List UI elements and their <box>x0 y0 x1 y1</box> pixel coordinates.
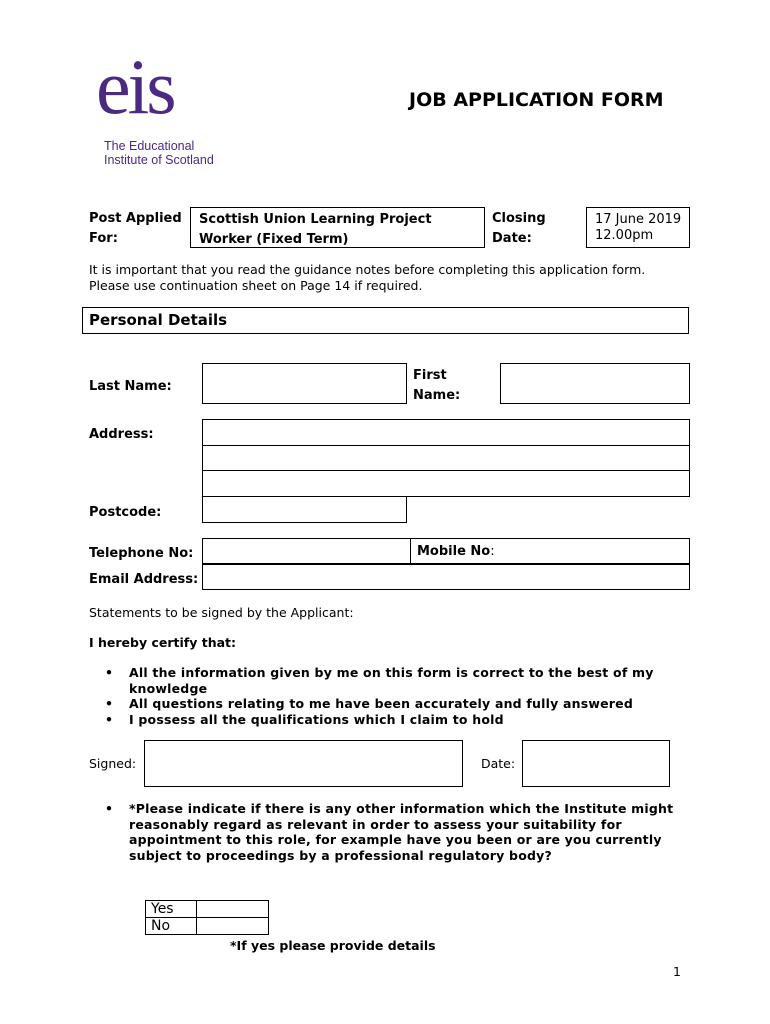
certification-item: • I possess all the qualifications which I claim to hold <box>89 712 664 728</box>
mobile-label-text: Mobile No <box>417 544 491 559</box>
last-name-label: Last Name: <box>89 379 172 394</box>
post-applied-label-line1: Post Applied <box>89 211 182 226</box>
postcode-label: Postcode: <box>89 505 162 520</box>
personal-details-header <box>82 307 689 334</box>
postcode-field[interactable] <box>202 496 407 523</box>
no-label: No <box>146 918 197 935</box>
no-row <box>146 918 269 935</box>
closing-date-value-line1: 17 June 2019 <box>595 212 682 227</box>
email-field[interactable] <box>202 564 690 590</box>
logo-tagline-line2: Institute of Scotland <box>104 153 214 167</box>
date-label: Date: <box>481 756 516 771</box>
mobile-label-colon: : <box>490 544 495 559</box>
closing-date-label-line1: Closing <box>492 211 546 226</box>
post-applied-label-line2: For: <box>89 231 118 246</box>
yes-no-table <box>145 900 269 935</box>
eis-logo <box>96 43 226 168</box>
certification-item: • All the information given by me on this form is correct to the best of my knowledge <box>89 665 664 696</box>
certify-heading: I hereby certify that: <box>89 635 237 650</box>
telephone-field[interactable] <box>202 538 411 564</box>
address-field-line2[interactable] <box>202 445 690 471</box>
section-title: Personal Details <box>89 311 228 329</box>
no-checkbox[interactable] <box>197 918 269 935</box>
yes-label: Yes <box>146 901 197 918</box>
mobile-label <box>417 544 495 559</box>
guidance-line2: Please use continuation sheet on Page 14 if required. <box>89 278 423 293</box>
other-info-statement: • *Please indicate if there is any other information which the Institute might reasonably regard as relevant in order to assess your suitability for appointment to this role, for example have you been or are you currently subject to proceedings by a professional regulatory body? <box>89 801 679 863</box>
post-applied-value-line1: Scottish Union Learning Project <box>199 212 432 227</box>
statements-intro: Statements to be signed by the Applicant: <box>89 605 354 620</box>
guidance-line1: It is important that you read the guidance notes before completing this application form. <box>89 262 646 277</box>
closing-date-field <box>586 207 690 248</box>
logo-wordmark: eis <box>96 43 174 130</box>
signed-label: Signed: <box>89 756 137 771</box>
other-info-list <box>89 801 679 863</box>
certification-item: • All questions relating to me have been accurately and fully answered <box>89 696 664 712</box>
telephone-label: Telephone No: <box>89 546 194 561</box>
page-title: JOB APPLICATION FORM <box>409 89 664 111</box>
address-field-line3[interactable] <box>202 470 690 497</box>
closing-date-value-line2: 12.00pm <box>595 228 654 243</box>
mobile-field[interactable] <box>410 538 690 564</box>
yes-checkbox[interactable] <box>197 901 269 918</box>
certification-list <box>89 665 664 727</box>
last-name-field[interactable] <box>202 363 407 404</box>
first-name-label-line1: First <box>413 368 447 383</box>
first-name-label-line2: Name: <box>413 388 461 403</box>
page-number: 1 <box>673 964 681 979</box>
closing-date-label-line2: Date: <box>492 231 532 246</box>
details-note: *If yes please provide details <box>230 938 436 953</box>
address-field-line1[interactable] <box>202 419 690 446</box>
yes-row <box>146 901 269 918</box>
address-label: Address: <box>89 427 154 442</box>
post-applied-field[interactable] <box>190 207 485 248</box>
email-label: Email Address: <box>89 572 199 587</box>
signature-field[interactable] <box>144 740 463 787</box>
post-applied-value-line2: Worker (Fixed Term) <box>199 232 349 247</box>
date-field[interactable] <box>522 740 670 787</box>
logo-tagline-line1: The Educational <box>104 139 195 153</box>
first-name-field[interactable] <box>500 363 690 404</box>
